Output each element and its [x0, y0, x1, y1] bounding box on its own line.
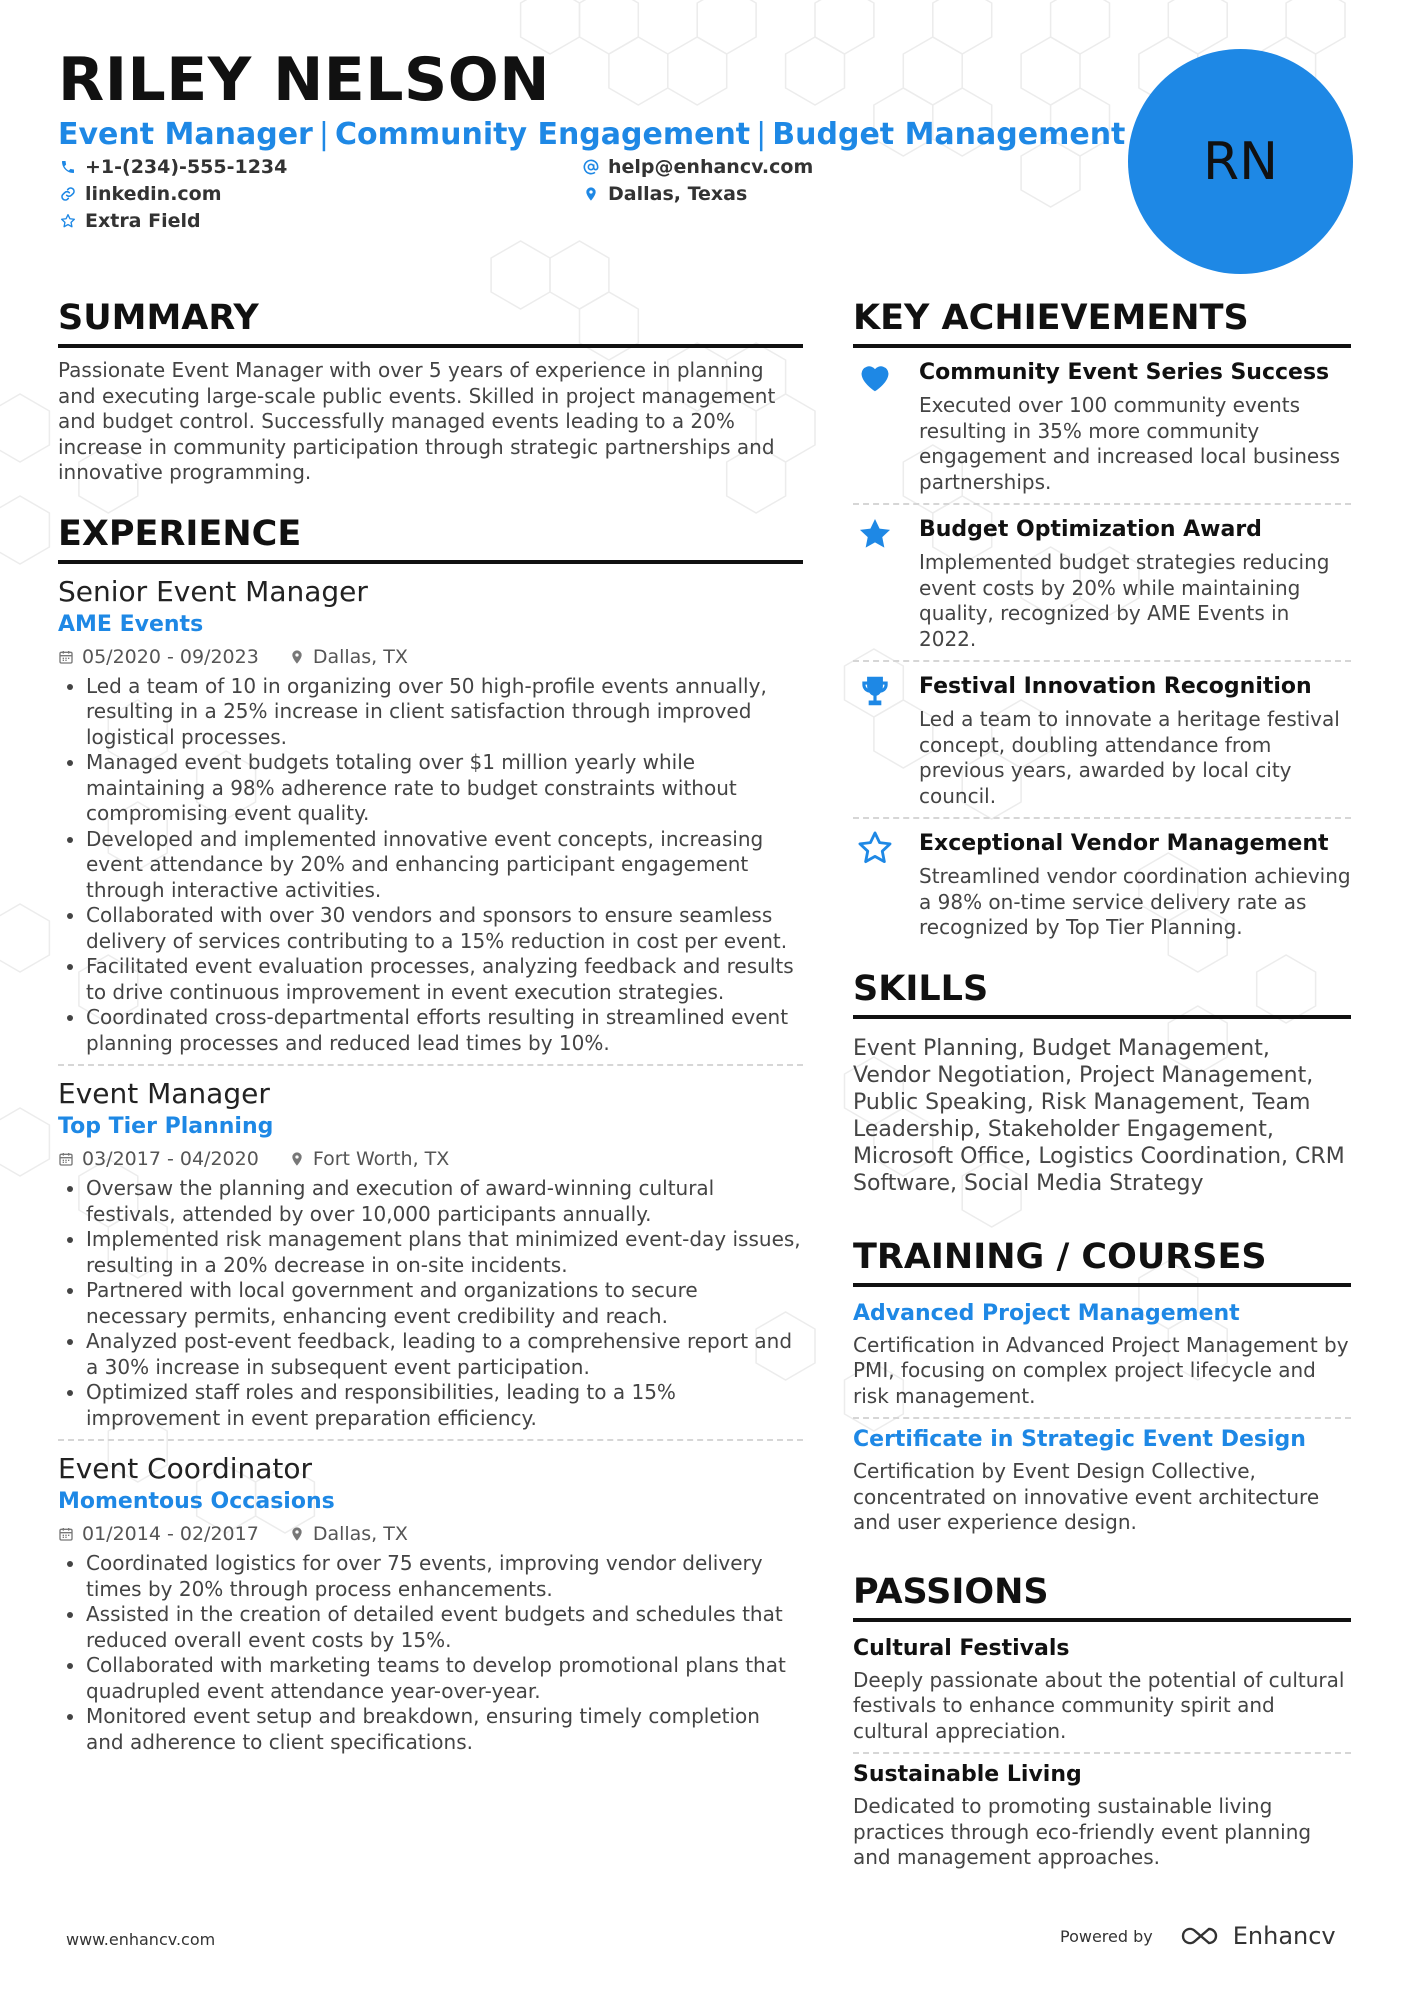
left-column [58, 296, 803, 1781]
experience-bullet: • Monitored event setup and breakdown, ensuring timely completion and adherence to client specifications. [86, 1704, 803, 1755]
skills-text: Event Planning, Budget Management, Vendor Negotiation, Project Management, Public Speaking, Risk Management, Team Leadership, Stakeholder Engagement, Microsoft Office, Logistics Coordination, CRM Software, Social Media Strategy [853, 1035, 1345, 1196]
at-sign-icon [583, 159, 599, 175]
experience-bullet: • Developed and implemented innovative event concepts, increasing event attendance by 20% and enhancing participant engagement through interactive activities. [86, 827, 803, 904]
job-meta [58, 642, 803, 672]
experience-bullet: • Optimized staff roles and responsibilities, leading to a 15% improvement in event preparation efficiency. [86, 1380, 803, 1431]
brand-name: Enhancv [1232, 1922, 1336, 1950]
training-section [853, 1235, 1351, 1544]
location-text: Dallas, Texas [608, 183, 748, 205]
trophy-icon [855, 672, 895, 712]
course-description: Certification in Advanced Project Management by PMI, focusing on complex project lifecycle and risk management. [853, 1332, 1349, 1408]
extra-field-text: Extra Field [85, 210, 201, 232]
experience-heading: EXPERIENCE [58, 512, 803, 564]
experience-section [58, 512, 803, 1764]
job-location [289, 1519, 408, 1549]
map-pin-icon [289, 1526, 305, 1542]
headline-skill-1: Community Engagement [334, 117, 751, 152]
achievement-title: Budget Optimization Award [919, 517, 1262, 542]
experience-entry [58, 1439, 803, 1763]
company-name[interactable]: Top Tier Planning [58, 1114, 274, 1139]
experience-bullet: • Partnered with local government and organizations to secure necessary permits, enhancing event credibility and reach. [86, 1278, 803, 1329]
map-pin-icon [583, 186, 599, 202]
contact-email[interactable] [583, 156, 813, 178]
achievements-list [853, 348, 1351, 949]
course-item [853, 1293, 1351, 1418]
job-dates: 05/2020 - 09/2023 [82, 645, 259, 668]
achievements-section [853, 296, 1351, 949]
avatar [1128, 49, 1353, 274]
course-item [853, 1417, 1351, 1544]
candidate-name: RILEY NELSON [58, 45, 550, 115]
job-location [289, 1144, 449, 1174]
job-location-text: Fort Worth, TX [312, 1148, 450, 1170]
map-pin-icon [289, 1151, 305, 1167]
job-title: Event Manager [58, 1077, 270, 1110]
avatar-initials: RN [1202, 131, 1279, 192]
experience-bullet: • Facilitated event evaluation processes, analyzing feedback and results to drive continuous improvement in event execution strategies. [86, 954, 803, 1005]
brand-logo [1179, 1922, 1336, 1950]
course-title[interactable]: Advanced Project Management [853, 1300, 1240, 1326]
heart-icon [855, 358, 895, 398]
skills-section [853, 967, 1351, 1197]
experience-bullets [58, 1176, 803, 1431]
achievements-heading: KEY ACHIEVEMENTS [853, 296, 1351, 348]
experience-entry [58, 1064, 803, 1439]
link-icon [60, 186, 76, 202]
experience-bullet: • Coordinated cross-departmental efforts resulting in streamlined event planning processes and reduced lead times by 10%. [86, 1005, 803, 1056]
experience-bullet: • Led a team of 10 in organizing over 50 high-profile events annually, resulting in a 25% increase in client satisfaction through improved logistical processes. [86, 674, 803, 751]
experience-list [58, 574, 803, 1764]
passion-item [853, 1628, 1351, 1753]
summary-section [58, 296, 803, 486]
achievement-item [853, 348, 1351, 503]
job-meta [58, 1519, 803, 1549]
passion-description: Deeply passionate about the potential of cultural festivals to enhance community spirit and cultural appreciation. [853, 1667, 1345, 1743]
passion-title: Sustainable Living [853, 1762, 1082, 1787]
experience-bullets [58, 674, 803, 1057]
skills-heading: SKILLS [853, 967, 1351, 1019]
experience-bullet: • Implemented risk management plans that minimized event-day issues, resulting in a 20% decrease in on-site incidents. [86, 1227, 803, 1278]
summary-text: Passionate Event Manager with over 5 years of experience in planning and executing large-scale public events. Skilled in project management and budget control. Successfully managed events leading to a 20% increase in community participation through strategic partnerships and innovative programming. [58, 358, 776, 484]
experience-bullet: • Managed event budgets totaling over $1 million yearly while maintaining a 98% adherence rate to budget constraints without compromising event quality. [86, 750, 803, 827]
experience-bullet: • Oversaw the planning and execution of award-winning cultural festivals, attended by over 10,000 participants annually. [86, 1176, 803, 1227]
course-title[interactable]: Certificate in Strategic Event Design [853, 1427, 1306, 1452]
calendar-icon [58, 1526, 74, 1542]
experience-bullet: • Collaborated with over 30 vendors and sponsors to ensure seamless delivery of services contributing to a 15% reduction in cost per event. [86, 903, 803, 954]
footer-website[interactable]: www.enhancv.com [66, 1930, 216, 1949]
contact-extra-field [60, 210, 201, 232]
map-pin-icon [289, 649, 305, 665]
headline-skill-2: Budget Management [772, 117, 1126, 152]
passions-list [853, 1628, 1351, 1879]
summary-heading: SUMMARY [58, 296, 803, 348]
passions-section [853, 1570, 1351, 1879]
phone-icon [60, 159, 76, 175]
achievement-title: Community Event Series Success [919, 360, 1330, 385]
achievement-description: Implemented budget strategies reducing event costs by 20% while maintaining quality, recognized by AME Events in 2022. [919, 550, 1330, 651]
passion-description: Dedicated to promoting sustainable living practices through eco-friendly event planning and management approaches. [853, 1794, 1312, 1869]
job-location-text: Dallas, TX [312, 1523, 408, 1545]
email-text: help@enhancv.com [608, 156, 814, 178]
calendar-icon [58, 649, 74, 665]
passion-title: Cultural Festivals [853, 1635, 1070, 1661]
headline-separator: | [756, 117, 767, 152]
right-column [853, 296, 1351, 1897]
experience-bullet: • Collaborated with marketing teams to develop promotional plans that quadrupled event attendance year-over-year. [86, 1653, 803, 1704]
achievement-item [853, 503, 1351, 660]
job-meta [58, 1144, 803, 1174]
headline-separator: | [318, 117, 329, 152]
job-dates: 01/2014 - 02/2017 [82, 1523, 259, 1545]
contact-phone[interactable] [60, 156, 287, 178]
headline [58, 116, 1125, 154]
company-name[interactable]: AME Events [58, 611, 204, 637]
star-outline-icon [60, 213, 76, 229]
experience-bullet: • Assisted in the creation of detailed event budgets and schedules that reduced overall event costs by 15%. [86, 1602, 803, 1653]
passion-item [853, 1752, 1351, 1879]
contact-location [583, 183, 747, 205]
achievement-item [853, 660, 1351, 817]
experience-entry [58, 574, 803, 1065]
contact-linkedin[interactable] [60, 183, 222, 205]
experience-bullet: • Coordinated logistics for over 75 events, improving vendor delivery times by 20% through process enhancements. [86, 1551, 803, 1602]
training-heading: TRAINING / COURSES [853, 1235, 1351, 1287]
linkedin-text: linkedin.com [85, 183, 222, 205]
star-icon [855, 515, 895, 555]
experience-bullets [58, 1551, 803, 1755]
headline-role: Event Manager [58, 117, 313, 152]
job-location-text: Dallas, TX [312, 645, 408, 668]
star-outline-icon [855, 829, 895, 869]
footer-brand[interactable] [1060, 1922, 1336, 1950]
achievement-description: Streamlined vendor coordination achieving a 98% on-time service delivery rate as recognized by Top Tier Planning. [919, 864, 1351, 939]
achievement-title: Exceptional Vendor Management [919, 831, 1329, 856]
achievement-description: Executed over 100 community events resulting in 35% more community engagement and increased local business partnerships. [919, 393, 1341, 494]
experience-bullet: • Analyzed post-event feedback, leading to a comprehensive report and a 30% increase in subsequent event participation. [86, 1329, 803, 1380]
passions-heading: PASSIONS [853, 1570, 1351, 1622]
achievement-item [853, 817, 1351, 949]
job-location [289, 642, 408, 672]
achievement-title: Festival Innovation Recognition [919, 674, 1312, 699]
achievement-description: Led a team to innovate a heritage festival concept, doubling attendance from previous years, awarded by local city council. [919, 707, 1340, 808]
phone-text: +1-(234)-555-1234 [85, 156, 288, 178]
job-title: Event Coordinator [58, 1452, 313, 1485]
job-dates: 03/2017 - 04/2020 [82, 1148, 259, 1170]
job-title: Senior Event Manager [58, 574, 368, 608]
enhancv-logo-icon [1179, 1924, 1225, 1948]
calendar-icon [58, 1151, 74, 1167]
powered-by-label: Powered by [1060, 1926, 1153, 1946]
course-description: Certification by Event Design Collective, concentrated on innovative event architecture and user experience design. [853, 1459, 1320, 1534]
company-name[interactable]: Momentous Occasions [58, 1489, 335, 1514]
training-list [853, 1293, 1351, 1544]
